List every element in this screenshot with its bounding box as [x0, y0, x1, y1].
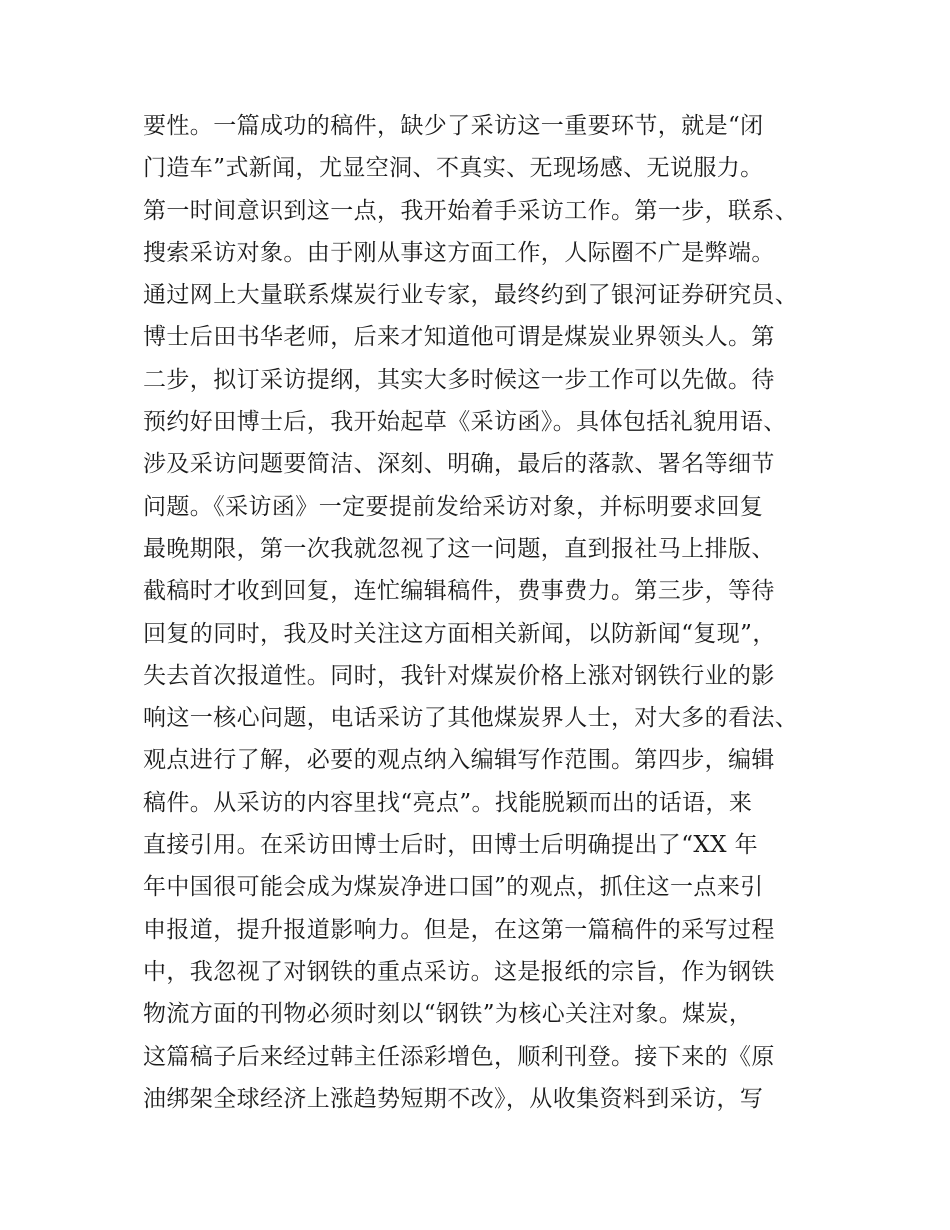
text-line: 二步，拟订采访提纲，其实大多时候这一步工作可以先做。待 — [143, 366, 775, 393]
text-line: 要性。一篇成功的稿件，缺少了采访这一重要环节，就是“闭 — [143, 113, 764, 139]
text-line: 申报道，提升报道影响力。但是，在这第一篇稿件的采写过程 — [143, 916, 775, 943]
text-line: 直接引用。在采访田博士后时，田博士后明确提出了“XX 年 — [143, 832, 759, 859]
text-line: 搜索采访对象。由于刚从事这方面工作，人际圈不广是弊端。 — [143, 239, 775, 266]
text-line: 响这一核心问题，电话采访了其他煤炭界人士，对大多的看法、 — [143, 705, 799, 732]
text-line: 这篇稿子后来经过韩主任添彩增色，顺利刊登。接下来的《原 — [143, 1043, 775, 1070]
body-text — [143, 105, 823, 1120]
text-line: 失去首次报道性。同时，我针对煤炭价格上涨对钢铁行业的影 — [143, 662, 775, 689]
text-line: 物流方面的刊物必须时刻以“钢铁”为核心关注对象。煤炭， — [143, 1001, 753, 1028]
text-line: 预约好田博士后，我开始起草《采访函》。具体包括礼貌用语、 — [143, 409, 787, 436]
text-line: 油绑架全球经济上涨趋势短期不改》，从收集资料到采访，写 — [143, 1085, 764, 1112]
text-line: 稿件。从采访的内容里找“亮点”。找能脱颖而出的话语，来 — [143, 789, 753, 816]
text-line: 问题。《采访函》一定要提前发给采访对象，并标明要求回复 — [143, 493, 764, 520]
text-line: 年中国很可能会成为煤炭净进口国”的观点，抓住这一点来引 — [143, 874, 764, 901]
text-line: 门造车”式新闻，尤显空洞、不真实、无现场感、无说服力。 — [143, 155, 764, 182]
text-line: 博士后田书华老师，后来才知道他可谓是煤炭业界领头人。第 — [143, 324, 775, 351]
text-line: 回复的同时，我及时关注这方面相关新闻，以防新闻“复现”， — [143, 620, 776, 647]
text-line: 通过网上大量联系煤炭行业专家，最终约到了银河证券研究员、 — [143, 282, 799, 309]
text-line: 截稿时才收到回复，连忙编辑稿件，费事费力。第三步，等待 — [143, 578, 775, 605]
text-line: 观点进行了解，必要的观点纳入编辑写作范围。第四步，编辑 — [143, 747, 775, 774]
text-line: 最晚期限，第一次我就忽视了这一问题，直到报社马上排版、 — [143, 535, 775, 562]
text-line: 第一时间意识到这一点，我开始着手采访工作。第一步，联系、 — [143, 197, 799, 224]
text-line: 中，我忽视了对钢铁的重点采访。这是报纸的宗旨，作为钢铁 — [143, 958, 775, 985]
text-line: 涉及采访问题要简洁、深刻、明确，最后的落款、署名等细节 — [143, 451, 775, 478]
